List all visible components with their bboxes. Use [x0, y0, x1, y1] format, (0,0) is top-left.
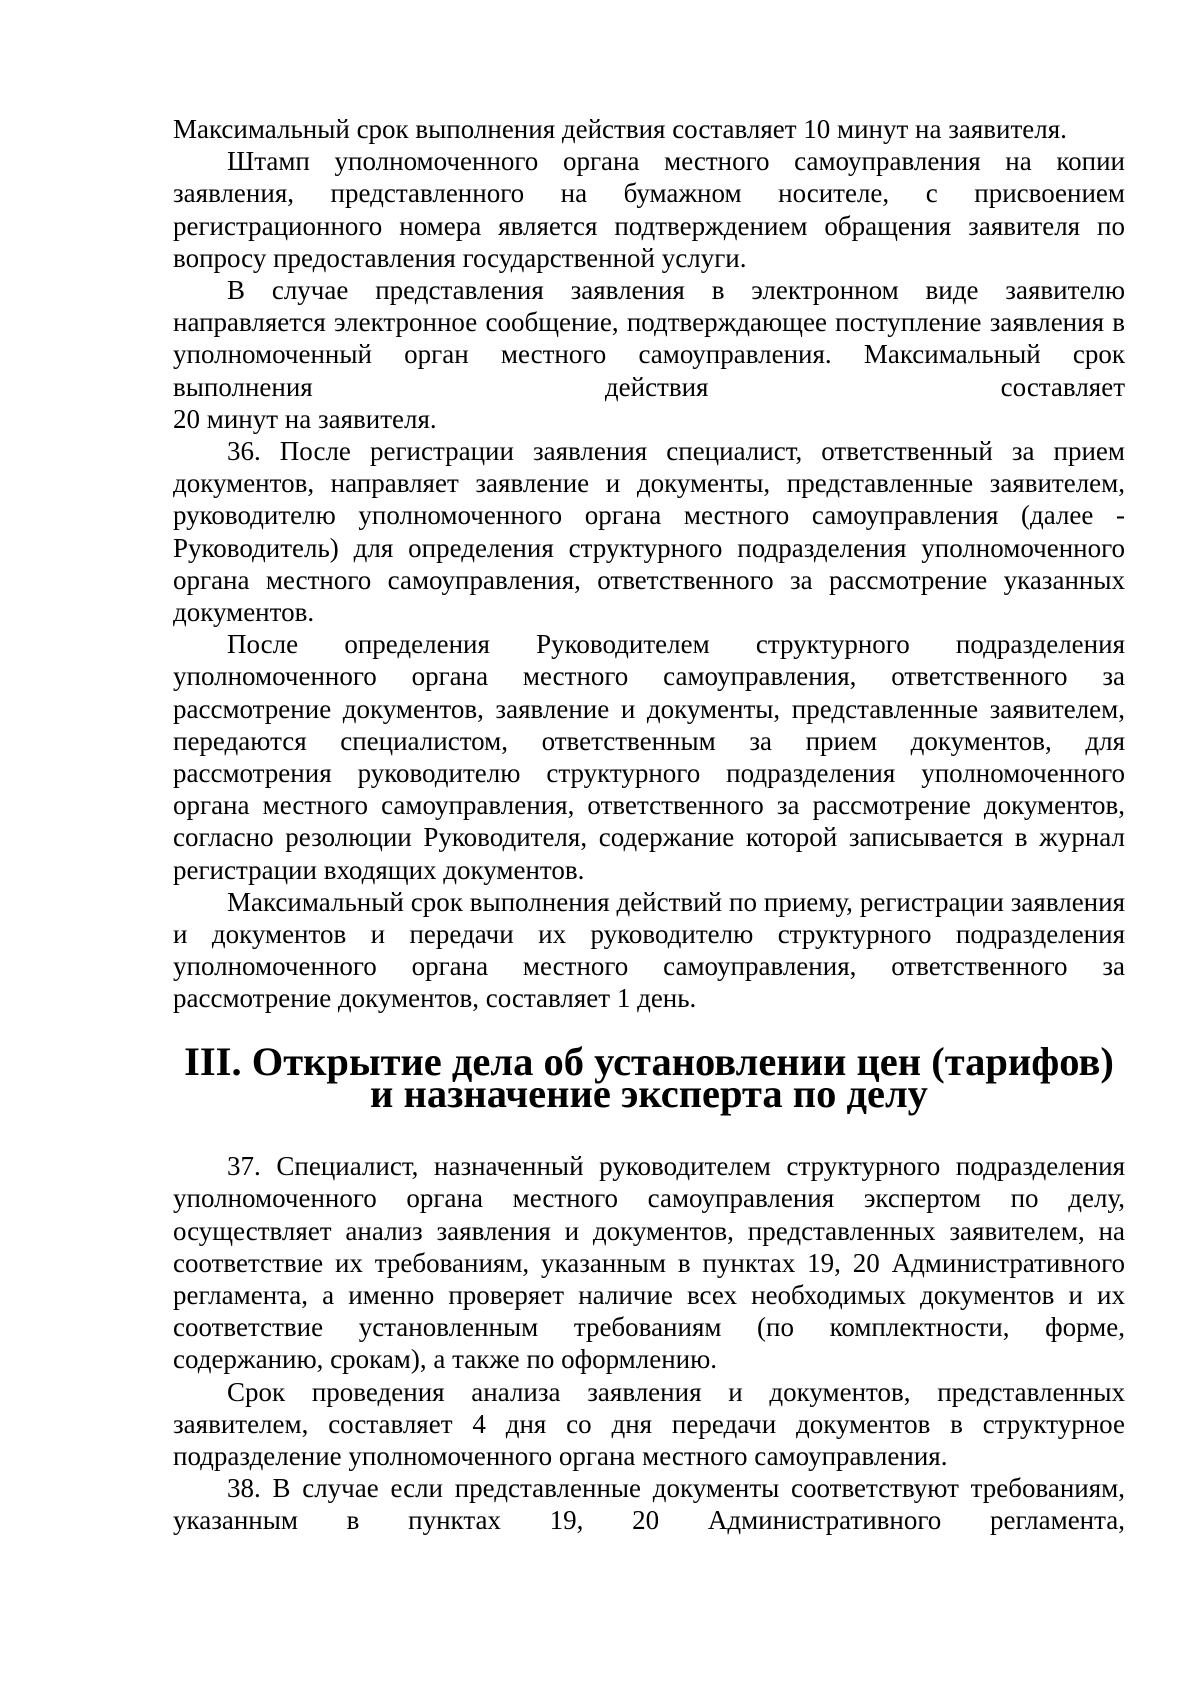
- section-heading-line1: III. Открытие дела об установлении цен (тарифов): [184, 1038, 1114, 1084]
- paragraph-36: 36. После регистрации заявления специалист, ответственный за прием документов, направляет заявление и документы, представленные заявителем, руководителю уполномоченного органа местного самоуправления (далее - Руководитель) для определения структурного подразделения уполномоченного органа местного самоуправления, ответственного за рассмотрение указанных документов.: [173, 436, 1125, 628]
- section-heading-line2: и назначение эксперта по делу: [370, 1070, 928, 1116]
- paragraph-37: 37. Специалист, назначенный руководителем структурного подразделения уполномоченного органа местного самоуправления экспертом по делу, осуществляет анализ заявления и документов, представленных заявителем, на соответствие их требованиям, указанным в пунктах 19, 20 Административного регламента, а именно проверяет наличие всех необходимых документов и их соответствие установленным требованиям (по комплектности, форме, содержанию, срокам), а также по оформлению.: [173, 1151, 1125, 1375]
- paragraph-max-time-10min: Максимальный срок выполнения действия составляет 10 минут на заявителя.: [173, 114, 1067, 144]
- document-body: [173, 113, 1125, 1537]
- paragraph-38: 38. В случае если представленные документы соответствуют требованиям, указанным в пунктах 19, 20 Административного регламента,: [173, 1473, 1125, 1536]
- paragraph-analysis-term: Срок проведения анализа заявления и документов, представленных заявителем, составляет 4 дня со дня передачи документов в структурное подразделение уполномоченного органа местного самоуправления.: [173, 1376, 1125, 1471]
- paragraph-max-time-1day: Максимальный срок выполнения действий по приему, регистрации заявления и документов и передачи их руководителю структурного подразделения уполномоченного органа местного самоуправления, ответственного за рассмотрение документов, составляет 1 день.: [173, 886, 1125, 1014]
- paragraph-after-determination: После определения Руководителем структурного подразделения уполномоченного органа местного самоуправления, ответственного за рассмотрение документов, заявление и документы, представленные заявителем, передаются специалистом, ответственным за прием документов, для рассмотрения руководителю структурного подразделения уполномоченного органа местного самоуправления, ответственного за рассмотрение документов, согласно резолюции Руководителя, содержание которой записывается в журнал регистрации входящих документов.: [173, 629, 1125, 885]
- paragraph-20-minutes: 20 минут на заявителя.: [173, 403, 437, 434]
- section-heading: [173, 1038, 1125, 1116]
- paragraph-stamp: Штамп уполномоченного органа местного самоуправления на копии заявления, представленного на бумажном носителе, с присвоением регистрационного номера является подтверждением обращения заявителя по вопросу предоставления государственной услуги.: [173, 146, 1125, 273]
- heading-spacer: [173, 1110, 1125, 1150]
- paragraph-electronic-submission: В случае представления заявления в электронном виде заявителю направляется электронное сообщение, подтверждающее поступление заявления в уполномоченный орган местного самоуправления. Максимальный срок выполнения действия составляет: [173, 275, 1125, 402]
